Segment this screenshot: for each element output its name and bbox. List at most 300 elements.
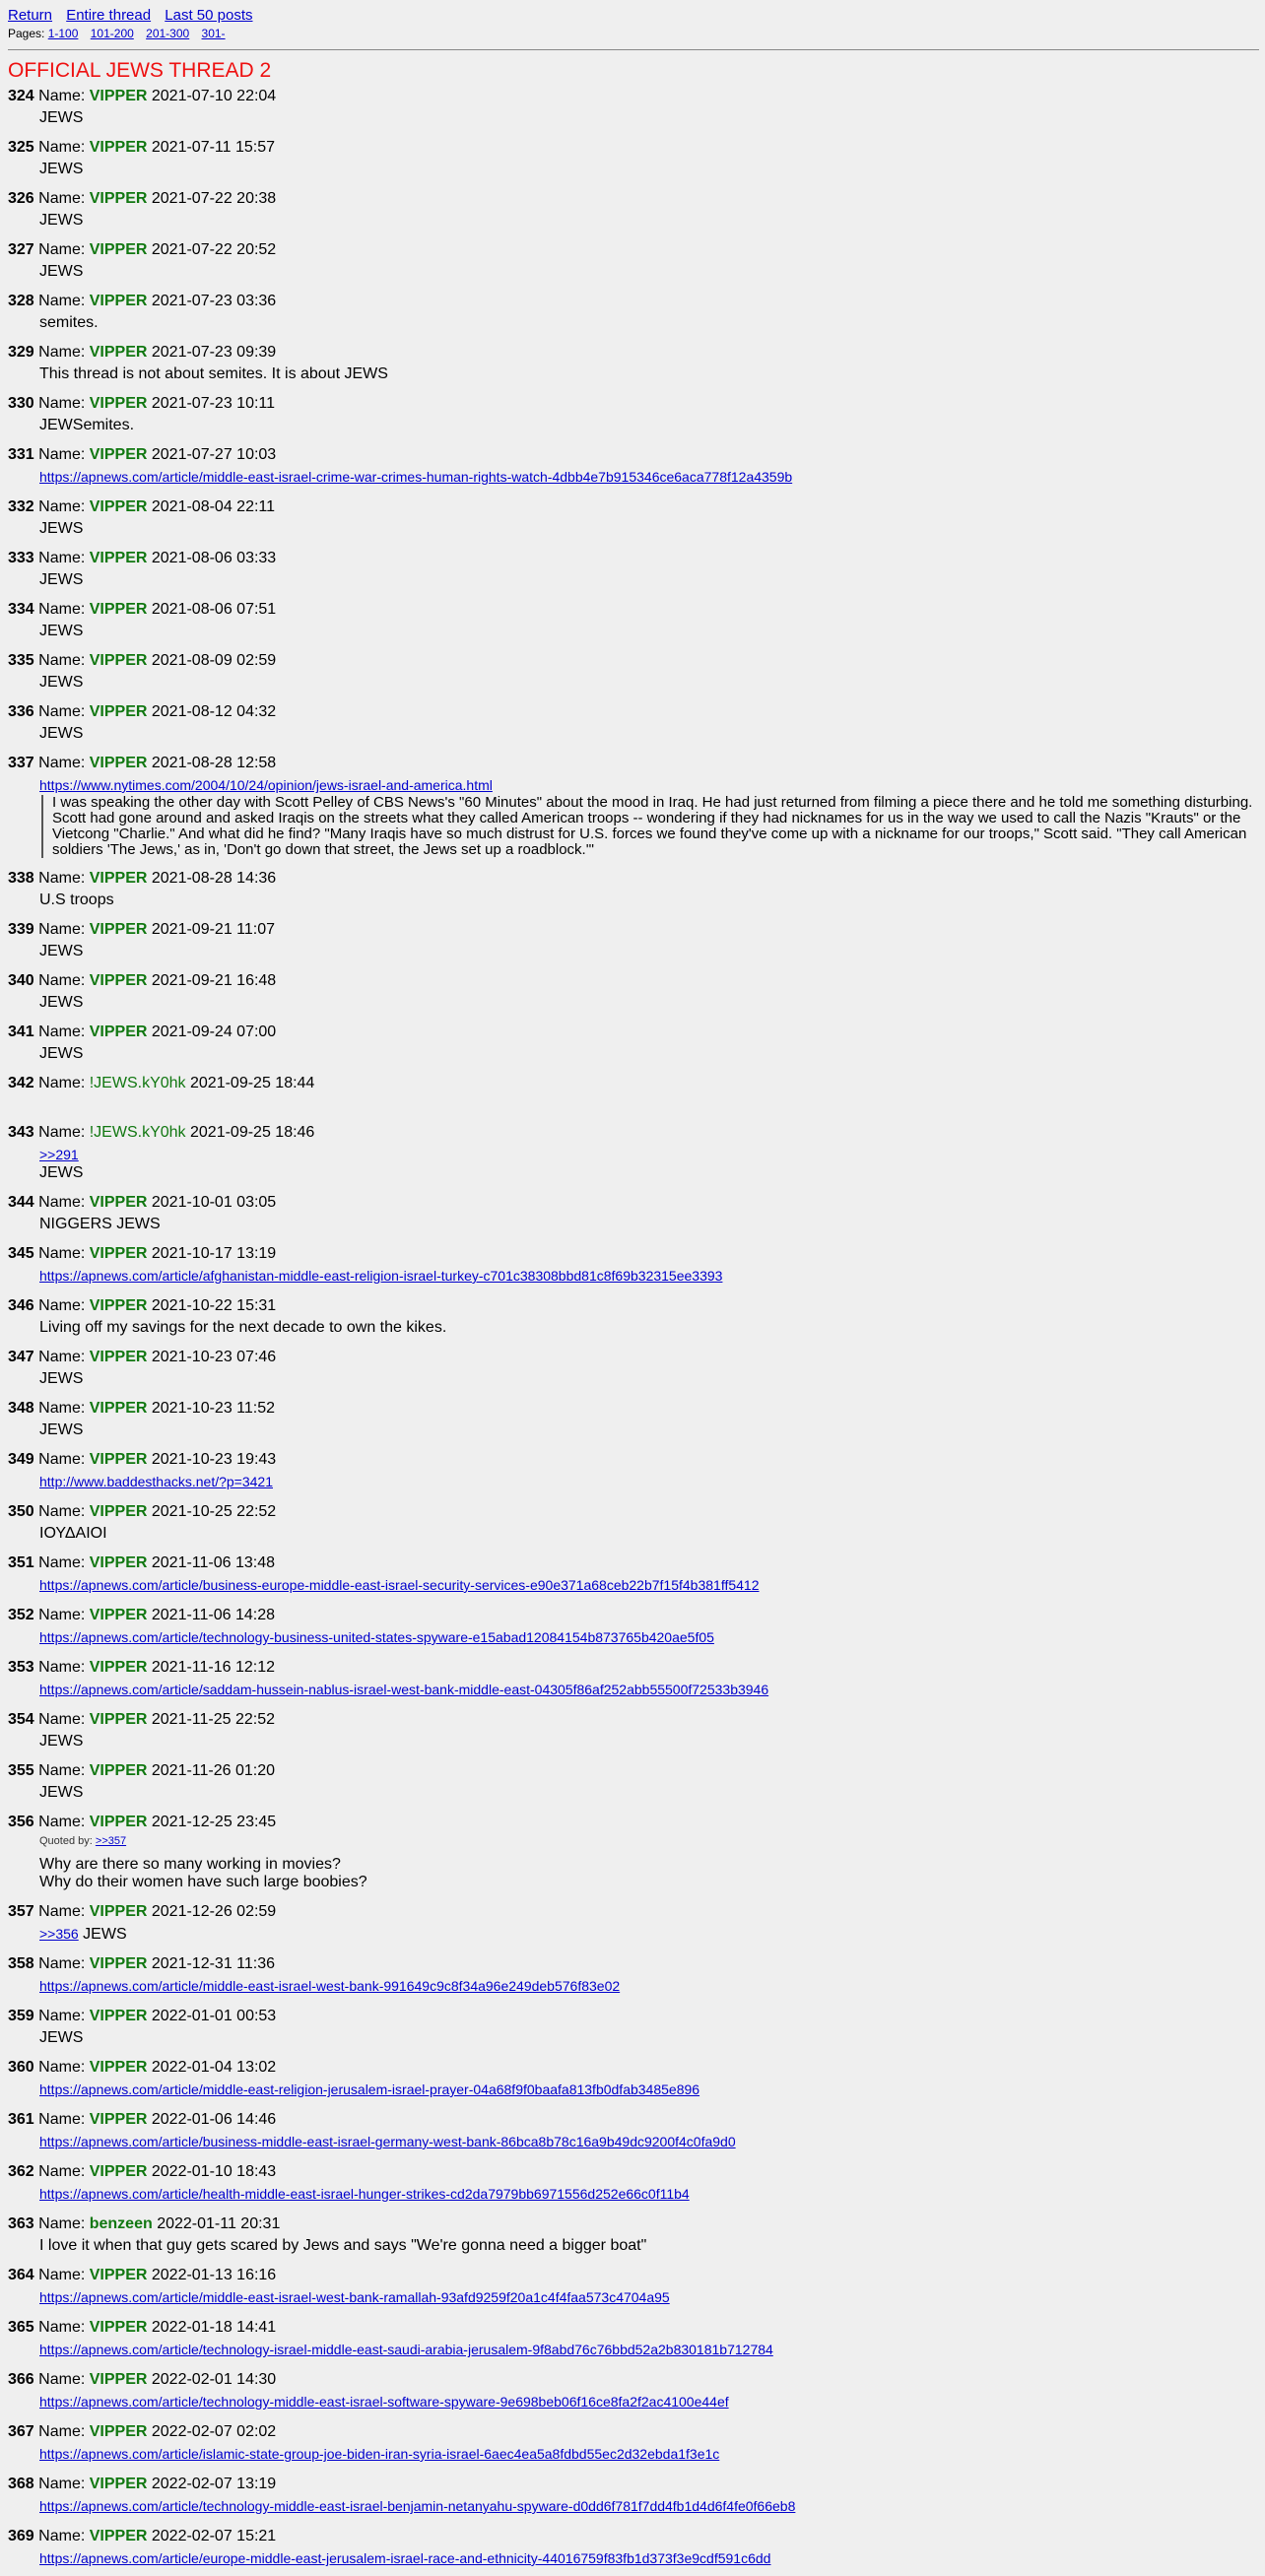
post-link[interactable]: https://apnews.com/article/middle-east-israel-crime-war-crimes-human-rights-watch-4dbb4e7b915346ce6aca778f12a4359b [39, 469, 793, 485]
post-header [8, 1396, 1257, 1421]
post [8, 648, 1257, 699]
poster-name: VIPPER [89, 550, 148, 566]
post-header [8, 135, 1257, 161]
post-number[interactable]: 354 [8, 1711, 34, 1728]
name-label: Name: [38, 2267, 86, 2283]
name-label: Name: [38, 1659, 86, 1676]
post [8, 2524, 1257, 2576]
post-date: 2022-01-06 14:46 [151, 2111, 277, 2128]
name-label: Name: [38, 2059, 86, 2076]
post [8, 1603, 1257, 1655]
post [8, 2419, 1257, 2472]
poster-name: VIPPER [89, 652, 148, 669]
post [8, 917, 1257, 968]
poster-name: VIPPER [89, 1024, 148, 1040]
post-body [39, 1216, 1257, 1241]
post [8, 237, 1257, 289]
post-link[interactable]: http://www.baddesthacks.net/?p=3421 [39, 1474, 273, 1489]
name-label: Name: [38, 293, 86, 309]
post-header [8, 1190, 1257, 1216]
post-header [8, 1120, 1257, 1146]
post-date: 2021-07-23 09:39 [151, 344, 277, 361]
post-header [8, 2263, 1257, 2288]
post-text: Living off my savings for the next decade to own the kikes. [39, 1319, 447, 1336]
poster-name: VIPPER [89, 601, 148, 618]
poster-name: VIPPER [89, 921, 148, 938]
poster-name: VIPPER [89, 1349, 148, 1365]
poster-name: VIPPER [89, 2476, 148, 2492]
poster-name: VIPPER [89, 2111, 148, 2128]
post-number[interactable]: 329 [8, 344, 34, 361]
post-number[interactable]: 338 [8, 870, 34, 887]
post-date: 2021-07-10 22:04 [151, 88, 277, 104]
post-header [8, 1655, 1257, 1681]
post-header [8, 2004, 1257, 2029]
post-number[interactable]: 324 [8, 88, 34, 104]
poster-name: VIPPER [89, 1245, 148, 1262]
post-number[interactable]: 334 [8, 601, 34, 618]
poster-name: VIPPER [89, 1503, 148, 1520]
post-number[interactable]: 360 [8, 2059, 34, 2076]
post [8, 1810, 1257, 1899]
post-body [39, 2081, 1257, 2107]
name-label: Name: [38, 498, 86, 515]
post [8, 2212, 1257, 2263]
post-body [39, 1576, 1257, 1603]
post-date: 2022-01-11 20:31 [157, 2215, 281, 2232]
name-label: Name: [38, 1451, 86, 1468]
post-date: 2022-01-10 18:43 [151, 2163, 277, 2180]
post-date: 2022-01-04 13:02 [151, 2059, 277, 2076]
post-body [39, 623, 1257, 648]
name-label: Name: [38, 703, 86, 720]
post-number[interactable]: 333 [8, 550, 34, 566]
post-date: 2021-12-26 02:59 [151, 1903, 277, 1920]
post [8, 2004, 1257, 2055]
post [8, 340, 1257, 391]
post-body [39, 2393, 1257, 2419]
poster-name: VIPPER [89, 241, 148, 258]
post-link[interactable]: https://apnews.com/article/europe-middle-east-jerusalem-israel-race-and-ethnicity-44016759f83fb1d373f3e9cdf591c6dd [39, 2550, 771, 2566]
post [8, 391, 1257, 442]
post-body [39, 109, 1257, 135]
post-date: 2022-02-01 14:30 [151, 2371, 277, 2388]
post [8, 2315, 1257, 2367]
post-body [39, 212, 1257, 237]
post-header [8, 1707, 1257, 1733]
post-number[interactable]: 362 [8, 2163, 34, 2180]
post-date: 2021-10-22 15:31 [151, 1297, 277, 1314]
post-header [8, 1810, 1257, 1835]
divider [8, 49, 1259, 50]
post-body [39, 314, 1257, 340]
post-number[interactable]: 355 [8, 1762, 34, 1779]
page-link-301[interactable]: 301- [201, 27, 226, 40]
post-text: JEWS [39, 1421, 84, 1438]
name-label: Name: [38, 755, 86, 771]
post-number[interactable]: 348 [8, 1400, 34, 1417]
post-number[interactable]: 351 [8, 1554, 34, 1571]
pagination [0, 26, 1265, 41]
post-header [8, 1071, 1257, 1096]
post-body [39, 725, 1257, 751]
poster-name: VIPPER [89, 1607, 148, 1623]
poster-name: VIPPER [89, 1451, 148, 1468]
poster-name: benzeen [89, 2215, 153, 2232]
post [8, 1071, 1257, 1120]
post-header [8, 2524, 1257, 2549]
post-number[interactable]: 343 [8, 1124, 34, 1141]
name-label: Name: [38, 972, 86, 989]
name-label: Name: [38, 2319, 86, 2336]
post-number[interactable]: 341 [8, 1024, 34, 1040]
post-text: JEWS [39, 725, 84, 742]
post-link[interactable]: https://apnews.com/article/business-middle-east-israel-germany-west-bank-86bca8b78c16a9b49dc9200f4c0fa9d0 [39, 2134, 736, 2149]
post-number[interactable]: 335 [8, 652, 34, 669]
name-label: Name: [38, 1955, 86, 1972]
entire-thread-link[interactable]: Entire thread [66, 7, 152, 24]
post-number[interactable]: 353 [8, 1659, 34, 1676]
post [8, 699, 1257, 751]
post-number[interactable]: 350 [8, 1503, 34, 1520]
post-header [8, 84, 1257, 109]
post [8, 1345, 1257, 1396]
post-number[interactable]: 346 [8, 1297, 34, 1314]
post-number[interactable]: 340 [8, 972, 34, 989]
poster-name: VIPPER [89, 2059, 148, 2076]
post [8, 546, 1257, 597]
pages-label: Pages: [8, 27, 45, 40]
post-body [39, 1977, 1257, 2004]
name-label: Name: [38, 1814, 86, 1830]
post-link[interactable]: https://apnews.com/article/middle-east-religion-jerusalem-israel-prayer-04a68f9f0baafa813fb0dfab3485e896 [39, 2081, 700, 2097]
post-body [39, 1267, 1257, 1293]
name-label: Name: [38, 1503, 86, 1520]
name-label: Name: [38, 921, 86, 938]
post-body [39, 1733, 1257, 1758]
post-body [39, 2029, 1257, 2055]
post-body [39, 468, 1257, 495]
poster-name: VIPPER [89, 1554, 148, 1571]
post-body [39, 674, 1257, 699]
poster-name: VIPPER [89, 2371, 148, 2388]
name-label: Name: [38, 1762, 86, 1779]
post-link[interactable]: https://www.nytimes.com/2004/10/24/opinion/jews-israel-and-america.html [39, 777, 493, 793]
poster-name: VIPPER [89, 498, 148, 515]
name-label: Name: [38, 395, 86, 412]
post-date: 2021-11-06 13:48 [151, 1554, 276, 1571]
post-header [8, 1293, 1257, 1319]
post [8, 1241, 1257, 1293]
post-number[interactable]: 328 [8, 293, 34, 309]
post-body [39, 365, 1257, 391]
poster-name: VIPPER [89, 972, 148, 989]
name-label: Name: [38, 1349, 86, 1365]
post-header [8, 968, 1257, 994]
post-text: JEWS [39, 1733, 84, 1750]
post-date: 2021-10-01 03:05 [151, 1194, 277, 1211]
post-header [8, 1447, 1257, 1473]
name-label: Name: [38, 190, 86, 207]
post-text: JEWS [39, 520, 84, 537]
poster-name: !JEWS.kY0hk [89, 1075, 186, 1091]
post-date: 2021-07-27 10:03 [151, 446, 277, 463]
post-body [39, 2237, 1257, 2263]
post-body [39, 1681, 1257, 1707]
post [8, 2107, 1257, 2159]
post-header [8, 442, 1257, 468]
poster-name: VIPPER [89, 88, 148, 104]
post-body [39, 2288, 1257, 2315]
quoted-by [39, 1835, 1257, 1848]
post-body [39, 417, 1257, 442]
post-body [39, 1045, 1257, 1071]
post-number[interactable]: 332 [8, 498, 34, 515]
top-nav [0, 0, 1265, 26]
post-date: 2021-07-22 20:52 [151, 241, 277, 258]
name-label: Name: [38, 1124, 86, 1141]
last-50-posts-link[interactable]: Last 50 posts [165, 7, 253, 24]
post-number[interactable]: 339 [8, 921, 34, 938]
post-link[interactable]: https://apnews.com/article/business-europe-middle-east-israel-security-services-e90e371a68ceb22b7f15f4b381ff5412 [39, 1577, 760, 1593]
post-link[interactable]: https://apnews.com/article/middle-east-israel-west-bank-ramallah-93afd9259f20a1c4f4faa573c4704a95 [39, 2289, 670, 2305]
post-number[interactable]: 365 [8, 2319, 34, 2336]
post-number[interactable]: 368 [8, 2476, 34, 2492]
post-text: JEWS [39, 212, 84, 229]
name-label: Name: [38, 1711, 86, 1728]
poster-name: VIPPER [89, 2163, 148, 2180]
post-date: 2021-09-21 16:48 [151, 972, 277, 989]
post-header [8, 1551, 1257, 1576]
post-date: 2022-02-07 13:19 [151, 2476, 277, 2492]
post [8, 1499, 1257, 1551]
post-header [8, 917, 1257, 943]
post-link[interactable]: https://apnews.com/article/health-middle-east-israel-hunger-strikes-cd2da7979bb6971556d252e66c0f11b4 [39, 2186, 690, 2202]
post-date: 2021-11-16 12:12 [151, 1659, 276, 1676]
post-date: 2021-11-26 01:20 [151, 1762, 276, 1779]
post-text: JEWS [39, 109, 84, 126]
post-number[interactable]: 344 [8, 1194, 34, 1211]
post [8, 2367, 1257, 2419]
poster-name: VIPPER [89, 2319, 148, 2336]
post-body [39, 2341, 1257, 2367]
post-body [39, 1473, 1257, 1499]
post-body [39, 994, 1257, 1020]
post [8, 289, 1257, 340]
post [8, 442, 1257, 495]
post-number[interactable]: 361 [8, 2111, 34, 2128]
poster-name: VIPPER [89, 703, 148, 720]
post-text-line: Why are there so many working in movies? [39, 1856, 341, 1873]
post [8, 1120, 1257, 1190]
post-text: JEWS [39, 1784, 84, 1801]
poster-name: VIPPER [89, 190, 148, 207]
post-header [8, 1499, 1257, 1525]
post-text: This thread is not about semites. It is about JEWS [39, 365, 388, 382]
post [8, 1447, 1257, 1499]
name-label: Name: [38, 2476, 86, 2492]
poster-name: !JEWS.kY0hk [89, 1124, 186, 1141]
post-header [8, 1345, 1257, 1370]
post-text: JEWS [78, 1926, 127, 1943]
name-label: Name: [38, 2371, 86, 2388]
return-link[interactable]: Return [8, 7, 53, 24]
post-body [39, 2445, 1257, 2472]
name-label: Name: [38, 652, 86, 669]
post-body [39, 2497, 1257, 2524]
post [8, 866, 1257, 917]
name-label: Name: [38, 550, 86, 566]
post [8, 968, 1257, 1020]
post-date: 2021-09-24 07:00 [151, 1024, 277, 1040]
post-number[interactable]: 331 [8, 446, 34, 463]
post-date: 2021-07-23 03:36 [151, 293, 277, 309]
post-number[interactable]: 369 [8, 2528, 34, 2544]
post-body [39, 1848, 1257, 1899]
post-date: 2022-02-07 02:02 [151, 2423, 277, 2440]
post-date: 2022-01-13 16:16 [151, 2267, 277, 2283]
name-label: Name: [38, 2423, 86, 2440]
post-date: 2021-10-23 19:43 [151, 1451, 277, 1468]
post [8, 1551, 1257, 1603]
post-text-line: Why do their women have such large boobies? [39, 1874, 367, 1890]
post-number[interactable]: 356 [8, 1814, 34, 1830]
post-number[interactable]: 342 [8, 1075, 34, 1091]
post-body [39, 1925, 1257, 1951]
page-link-201-300[interactable]: 201-300 [146, 27, 190, 40]
post-body [39, 2549, 1257, 2576]
post-number[interactable]: 330 [8, 395, 34, 412]
post [8, 1020, 1257, 1071]
post [8, 135, 1257, 186]
poster-name: VIPPER [89, 870, 148, 887]
post-number[interactable]: 364 [8, 2267, 34, 2283]
post-header [8, 2212, 1257, 2237]
post-number[interactable]: 367 [8, 2423, 34, 2440]
post-date: 2021-07-11 15:57 [151, 139, 276, 156]
post-link[interactable]: https://apnews.com/article/technology-middle-east-israel-benjamin-netanyahu-spyware-d0dd6f781f7dd4fb1d4d6f4fe0f66eb8 [39, 2498, 796, 2514]
post-date: 2021-07-23 10:11 [151, 395, 276, 412]
post-number[interactable]: 352 [8, 1607, 34, 1623]
poster-name: VIPPER [89, 1194, 148, 1211]
post [8, 597, 1257, 648]
post-number[interactable]: 325 [8, 139, 34, 156]
post-number[interactable]: 366 [8, 2371, 34, 2388]
poster-name: VIPPER [89, 2528, 148, 2544]
post-number[interactable]: 345 [8, 1245, 34, 1262]
name-label: Name: [38, 1245, 86, 1262]
post-text: NIGGERS JEWS [39, 1216, 161, 1232]
quoted-by-link[interactable]: >>357 [95, 1835, 127, 1847]
name-label: Name: [38, 1554, 86, 1571]
post-body [39, 1784, 1257, 1810]
post-link[interactable]: https://apnews.com/article/technology-israel-middle-east-saudi-arabia-jerusalem-9f8abd76c76bbd52a2b830181b712784 [39, 2342, 773, 2357]
post-header [8, 1020, 1257, 1045]
post-text: ΙΟΥΔΑΙΟΙ [39, 1525, 107, 1542]
post-header [8, 597, 1257, 623]
post-date: 2022-01-01 00:53 [151, 2008, 277, 2024]
post-date: 2021-08-04 22:11 [151, 498, 276, 515]
name-label: Name: [38, 1297, 86, 1314]
post [8, 1190, 1257, 1241]
post-number[interactable]: 358 [8, 1955, 34, 1972]
post-header [8, 751, 1257, 776]
post-link[interactable]: https://apnews.com/article/technology-business-united-states-spyware-e15abad12084154b873765b420ae5f05 [39, 1629, 714, 1645]
post-header [8, 2315, 1257, 2341]
name-label: Name: [38, 1607, 86, 1623]
name-label: Name: [38, 1903, 86, 1920]
post-header [8, 866, 1257, 892]
post-number[interactable]: 347 [8, 1349, 34, 1365]
page-link-101-200[interactable]: 101-200 [90, 27, 134, 40]
post-number[interactable]: 357 [8, 1903, 34, 1920]
post-number[interactable]: 327 [8, 241, 34, 258]
thread-title: OFFICIAL JEWS THREAD 2 [8, 59, 272, 82]
post-number[interactable]: 337 [8, 755, 34, 771]
poster-name: VIPPER [89, 1400, 148, 1417]
name-label: Name: [38, 601, 86, 618]
post-text: JEWS [39, 263, 84, 280]
post-header [8, 1758, 1257, 1784]
post-link[interactable]: https://apnews.com/article/islamic-state-group-joe-biden-iran-syria-israel-6aec4ea5a8fdbd55ec2d32ebda1f3e1c [39, 2446, 720, 2462]
post-date: 2021-12-31 11:36 [151, 1955, 276, 1972]
post-text: U.S troops [39, 892, 114, 908]
post-text: JEWSemites. [39, 417, 135, 433]
post [8, 1951, 1257, 2004]
blockquote: I was speaking the other day with Scott Pelley of CBS News's "60 Minutes" about the mood in Iraq. He had just returned from filming a piece there and he told me something disturbing. Scott had gone around and asked Iraqis on the streets what they called American troops -- wondering if they had nicknames for us in the way we used to call the Nazis "Krauts" or the Vietcong "Charlie." And what did he find? "Many Iraqis have so much distrust for U.S. forces we found they've come up with a nickname for our troops," Scott said. "They call American soldiers 'The Jews,' as in, 'Don't go down that street, the Jews set up a roadblock.'" [41, 795, 1257, 858]
post [8, 2472, 1257, 2524]
post-number[interactable]: 326 [8, 190, 34, 207]
post-number[interactable]: 336 [8, 703, 34, 720]
post-header [8, 1241, 1257, 1267]
post-number[interactable]: 363 [8, 2215, 34, 2232]
post-date: 2021-09-25 18:44 [190, 1075, 315, 1091]
post-text: JEWS [39, 571, 84, 588]
post-text: JEWS [39, 2029, 84, 2046]
post-header [8, 2419, 1257, 2445]
poster-name: VIPPER [89, 1659, 148, 1676]
post-link[interactable]: https://apnews.com/article/middle-east-israel-west-bank-991649c9c8f34a96e249deb576f83e02 [39, 1978, 621, 1994]
post-number[interactable]: 349 [8, 1451, 34, 1468]
post-date: 2021-12-25 23:45 [151, 1814, 277, 1830]
name-label: Name: [38, 870, 86, 887]
name-label: Name: [38, 88, 86, 104]
name-label: Name: [38, 1075, 86, 1091]
post-number[interactable]: 359 [8, 2008, 34, 2024]
post-date: 2021-08-28 12:58 [151, 755, 277, 771]
post-header [8, 2472, 1257, 2497]
post-text: JEWS [39, 161, 84, 177]
post-body [39, 892, 1257, 917]
post-header [8, 2055, 1257, 2081]
name-label: Name: [38, 2528, 86, 2544]
post-link[interactable]: https://apnews.com/article/afghanistan-middle-east-religion-israel-turkey-c701c38308bbd81c8f69b32315ee3393 [39, 1268, 723, 1284]
post-body [39, 1319, 1257, 1345]
reply-link[interactable]: >>356 [39, 1926, 79, 1942]
post-link[interactable]: https://apnews.com/article/technology-middle-east-israel-software-spyware-9e698beb06f16ce8fa2f2ac4100e44ef [39, 2394, 729, 2410]
post-body [39, 1146, 1257, 1190]
post [8, 1655, 1257, 1707]
post-text: I love it when that guy gets scared by Jews and says "We're gonna need a bigger boat" [39, 2237, 647, 2254]
reply-link[interactable]: >>291 [39, 1147, 79, 1162]
post-link[interactable]: https://apnews.com/article/saddam-hussein-nablus-israel-west-bank-middle-east-04305f86af252abb55500f72533b3946 [39, 1682, 769, 1697]
poster-name: VIPPER [89, 1711, 148, 1728]
page-link-1-100[interactable]: 1-100 [47, 27, 79, 40]
post [8, 1396, 1257, 1447]
post [8, 2263, 1257, 2315]
quoted-by-label: Quoted by: [39, 1835, 93, 1847]
post-date: 2021-10-17 13:19 [151, 1245, 277, 1262]
